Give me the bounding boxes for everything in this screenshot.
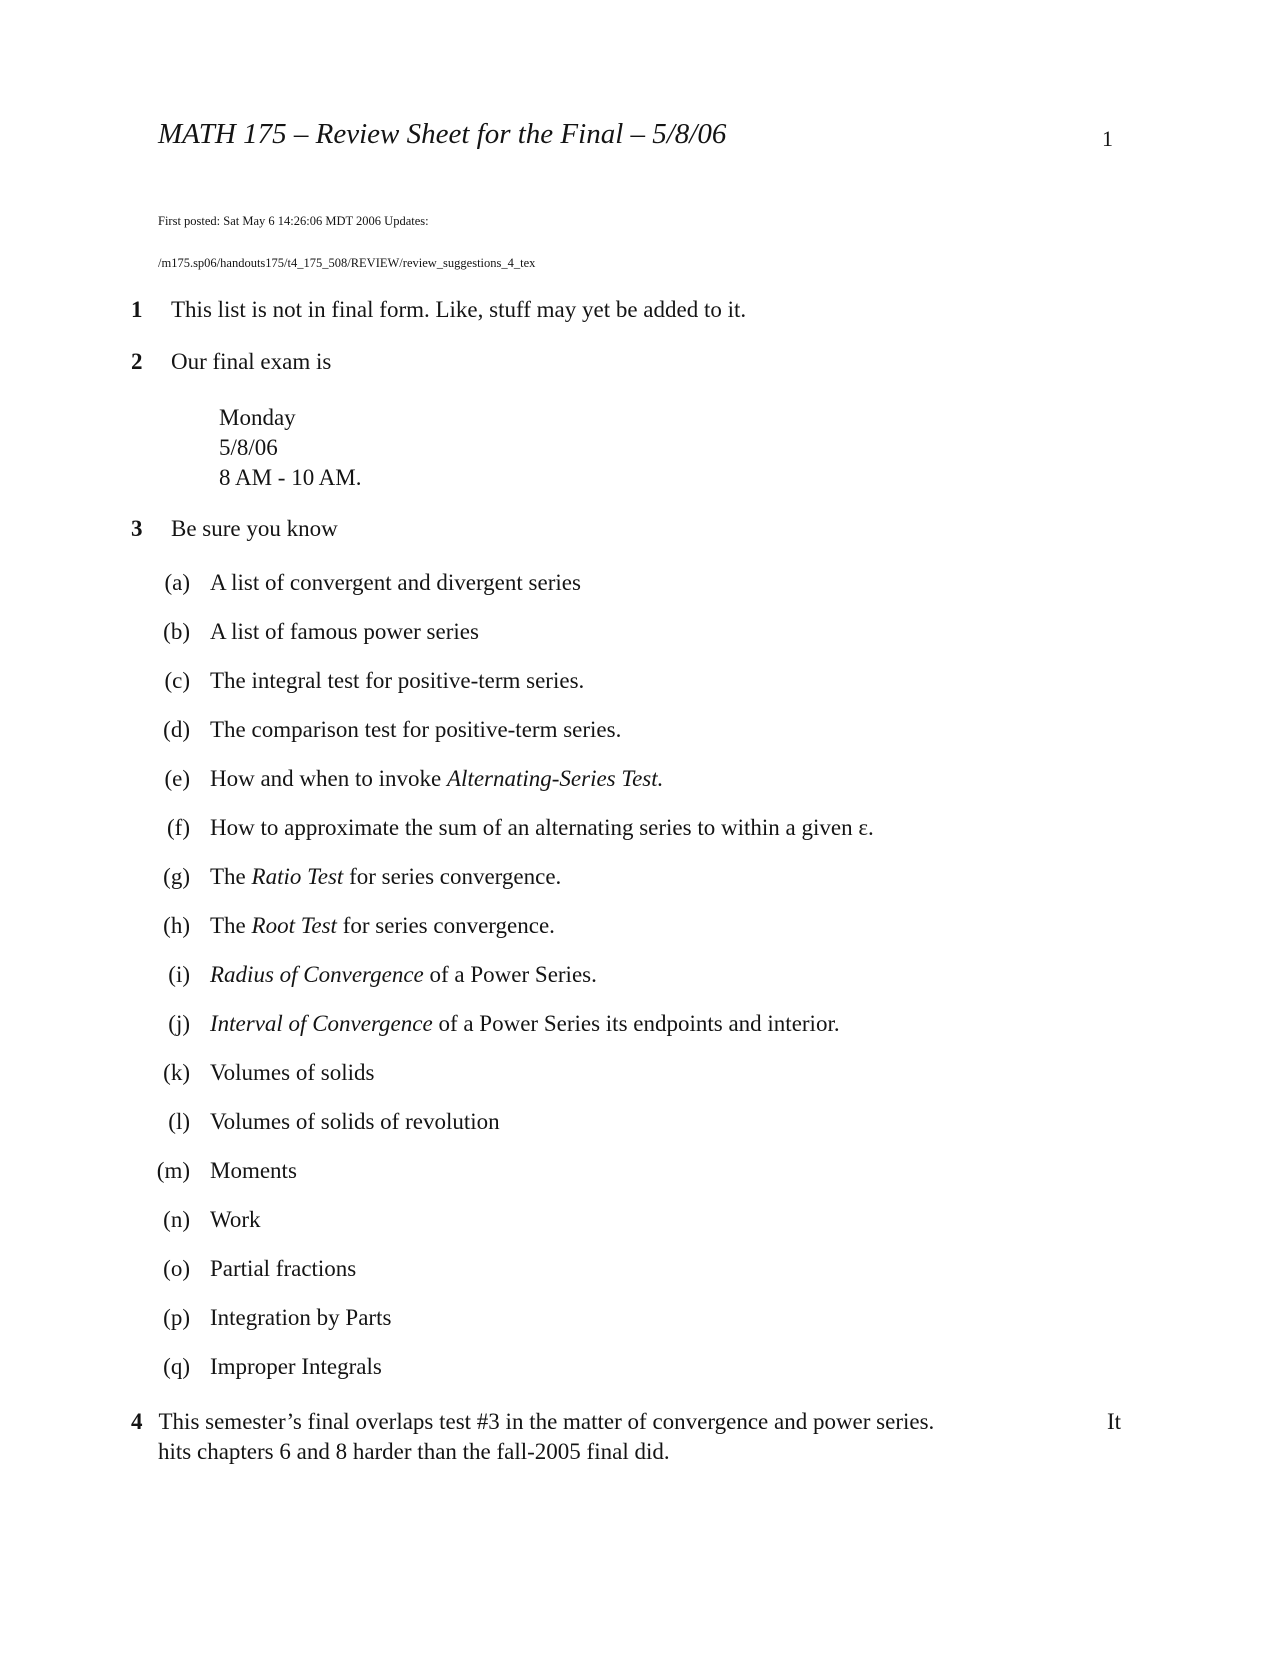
sub-item-text: A list of famous power series bbox=[210, 619, 479, 644]
sub-item-text: The bbox=[210, 864, 252, 889]
exam-schedule bbox=[219, 403, 362, 493]
sub-item-text: Partial fractions bbox=[210, 1256, 357, 1281]
sub-item-label: (j) bbox=[168, 1011, 190, 1036]
sub-item-f bbox=[140, 815, 874, 841]
sub-item-label: (h) bbox=[163, 913, 190, 938]
exam-date: 5/8/06 bbox=[219, 435, 278, 460]
item-text: Our final exam is bbox=[171, 349, 332, 374]
list-item-4 bbox=[131, 1407, 1121, 1467]
sub-item-label: (l) bbox=[168, 1109, 190, 1134]
list-item-1 bbox=[131, 297, 746, 323]
sub-item-h bbox=[140, 913, 555, 939]
sub-item-a bbox=[140, 570, 581, 596]
sub-item-b bbox=[140, 619, 479, 645]
exam-day: Monday bbox=[219, 405, 296, 430]
sub-item-p bbox=[140, 1305, 391, 1331]
sub-item-emphasis: Ratio Test bbox=[251, 864, 344, 889]
sub-item-g bbox=[140, 864, 561, 890]
list-item-3 bbox=[131, 516, 338, 542]
sub-item-text: Integration by Parts bbox=[210, 1305, 392, 1330]
sub-item-label: (i) bbox=[168, 962, 190, 987]
sub-item-o bbox=[140, 1256, 356, 1282]
posted-date: First posted: Sat May 6 14:26:06 MDT 2006 Updates: bbox=[158, 214, 429, 228]
sub-item-q bbox=[140, 1354, 382, 1380]
sub-item-emphasis: Root Test bbox=[251, 913, 337, 938]
item-text: This list is not in final form. Like, stuff may yet be added to it. bbox=[171, 297, 747, 322]
list-item-2 bbox=[131, 349, 331, 375]
sub-item-label: (d) bbox=[163, 717, 190, 742]
sub-item-c bbox=[140, 668, 584, 694]
exam-time: 8 AM - 10 AM. bbox=[219, 465, 362, 490]
sub-item-emphasis: Radius of Convergence bbox=[210, 962, 424, 987]
sub-item-text: The bbox=[210, 913, 252, 938]
sub-item-text: A list of convergent and divergent series bbox=[210, 570, 581, 595]
item-number: 2 bbox=[131, 349, 143, 374]
sub-item-label: (g) bbox=[163, 864, 190, 889]
sub-item-label: (n) bbox=[163, 1207, 190, 1232]
sub-item-emphasis: Alternating-Series Test. bbox=[447, 766, 664, 791]
sub-item-label: (b) bbox=[163, 619, 190, 644]
file-path: /m175.sp06/handouts175/t4_175_508/REVIEW/review_suggestions_4_tex bbox=[158, 256, 536, 270]
sub-item-label: (o) bbox=[163, 1256, 190, 1281]
item-text-end: It bbox=[1106, 1409, 1121, 1434]
sub-item-text: Moments bbox=[210, 1158, 297, 1183]
item-4-line-1 bbox=[131, 1407, 1121, 1437]
sub-item-text: Improper Integrals bbox=[210, 1354, 382, 1379]
sub-item-text: How and when to invoke bbox=[210, 766, 447, 791]
sub-item-label: (f) bbox=[167, 815, 190, 840]
page-title: MATH 175 – Review Sheet for the Final – 5/8/06 bbox=[158, 118, 727, 150]
sub-item-label: (a) bbox=[164, 570, 190, 595]
item-text: Be sure you know bbox=[171, 516, 338, 541]
sub-item-e bbox=[140, 766, 663, 792]
sub-item-j bbox=[140, 1011, 840, 1037]
sub-item-text: Work bbox=[210, 1207, 261, 1232]
sub-item-k bbox=[140, 1060, 374, 1086]
sub-item-label: (p) bbox=[163, 1305, 190, 1330]
sub-item-label: (e) bbox=[164, 766, 190, 791]
item-number: 3 bbox=[131, 516, 143, 541]
sub-item-text: How to approximate the sum of an alternating series to within a given ε. bbox=[210, 815, 874, 840]
sub-item-text-tail: for series convergence. bbox=[343, 864, 562, 889]
sub-item-i bbox=[140, 962, 597, 988]
item-4-line-2: hits chapters 6 and 8 harder than the fall-2005 final did. bbox=[158, 1439, 670, 1464]
sub-item-text-tail: for series convergence. bbox=[336, 913, 555, 938]
sub-item-text-tail: of a Power Series. bbox=[423, 962, 597, 987]
sub-item-d bbox=[140, 717, 621, 743]
sub-item-m bbox=[140, 1158, 297, 1184]
page-number: 1 bbox=[1102, 126, 1113, 151]
sub-item-text: Volumes of solids bbox=[210, 1060, 375, 1085]
sub-item-emphasis: Interval of Convergence bbox=[210, 1011, 433, 1036]
sub-item-l bbox=[140, 1109, 500, 1135]
item-number: 4 bbox=[131, 1409, 143, 1434]
sub-item-label: (c) bbox=[164, 668, 190, 693]
sub-item-text: Volumes of solids of revolution bbox=[210, 1109, 500, 1134]
sub-item-n bbox=[140, 1207, 261, 1233]
sub-item-label: (k) bbox=[163, 1060, 190, 1085]
item-number: 1 bbox=[131, 297, 143, 322]
sub-item-text-tail: of a Power Series its endpoints and interior. bbox=[432, 1011, 840, 1036]
sub-item-text: The comparison test for positive-term series. bbox=[210, 717, 622, 742]
item-text: This semester’s final overlaps test #3 in the matter of convergence and power series. bbox=[158, 1409, 935, 1434]
sub-item-text: The integral test for positive-term series. bbox=[210, 668, 585, 693]
sub-item-label: (m) bbox=[156, 1158, 190, 1183]
sub-item-label: (q) bbox=[163, 1354, 190, 1379]
